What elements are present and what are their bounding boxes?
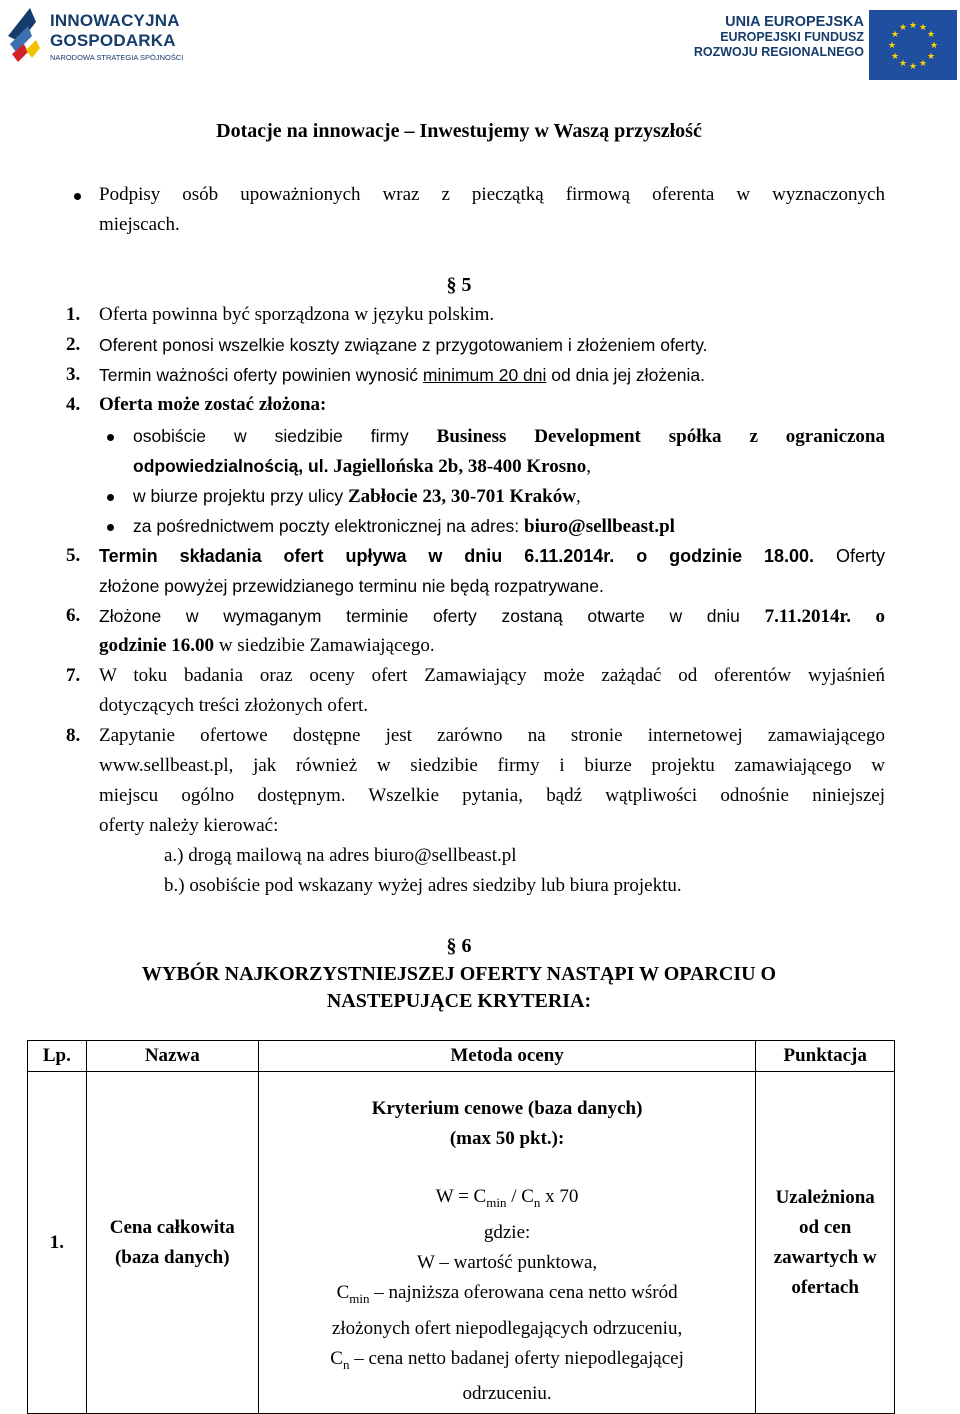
sub3 — [133, 511, 675, 542]
item7-number: 7. — [66, 665, 81, 686]
svg-text:★: ★ — [926, 30, 936, 40]
document-title: Dotacje na innowacje – Inwestujemy w Waszą przyszłość — [216, 120, 702, 142]
item6-line1 — [99, 601, 885, 632]
item8-number: 8. — [66, 725, 81, 746]
points-line1: Uzależniona — [775, 1186, 875, 1208]
item8-option-b: b.) osobiście pod wskazany wyżej adres siedziby lub biura projektu. — [164, 875, 682, 896]
sub1-e: , — [586, 456, 591, 477]
formula-n: n — [533, 1194, 541, 1210]
method-cmin-def — [259, 1278, 756, 1314]
row-name-line1: Cena całkowita — [109, 1216, 235, 1238]
points-line4: ofertach — [791, 1276, 859, 1298]
row-method — [258, 1072, 756, 1414]
sub2-address: Zabłocie 23, 30-701 Kraków — [347, 486, 576, 507]
sub2 — [133, 481, 581, 512]
formula-w: W = C — [435, 1186, 487, 1207]
item4-text: Oferta może zostać złożona: — [99, 394, 327, 415]
cn-sub: n — [342, 1356, 350, 1372]
item3-text-b: od dnia jej złożenia. — [546, 365, 705, 385]
formula-min: min — [486, 1194, 507, 1210]
bullet-dot — [74, 193, 81, 200]
sub2-c: , — [575, 486, 581, 507]
item7-line1: W toku badania oraz oceny ofert Zamawiający może zażądać od oferentów wyjaśnień — [99, 665, 885, 686]
bullet-dot — [107, 524, 114, 531]
item1-text: Oferta powinna być sporządzona w języku polskim. — [99, 304, 495, 325]
logo-left-line1: INNOWACYJNA — [50, 11, 180, 30]
eu-flag-icon — [869, 10, 957, 80]
item3-text — [99, 360, 705, 390]
points-line3: zawartych w — [773, 1246, 877, 1268]
item6-c: godzinie 16.00 — [99, 635, 215, 656]
item7-line2: dotyczących treści złożonych ofert. — [99, 695, 369, 716]
sub3-a: za pośrednictwem poczty elektronicznej na adres: — [133, 516, 525, 536]
innowacyjna-gospodarka-logo — [6, 6, 186, 66]
points-line2: od cen — [799, 1216, 852, 1238]
item2-text: Oferent ponosi wszelkie koszty związane z przygotowaniem i złożeniem oferty. — [99, 335, 708, 355]
header-lp: Lp. — [28, 1041, 87, 1072]
cn-c: C — [330, 1347, 343, 1369]
item6-b: 7.11.2014r. o — [764, 606, 886, 627]
bullet-dot — [107, 434, 114, 441]
sub1-line2 — [133, 451, 591, 482]
row-name — [86, 1072, 258, 1414]
item5-line1 — [99, 541, 885, 572]
item3-number: 3. — [66, 364, 81, 385]
sub2-a: w biurze projektu przy ulicy — [133, 486, 348, 506]
eu-logo-text — [694, 14, 864, 60]
method-title-2: (max 50 pkt.): — [449, 1128, 565, 1149]
item8-line3: miejscu ogólno dostępnym. Wszelkie pytania, bądź wątpliwości odnośnie niniejszej — [99, 785, 885, 806]
item3-text-underlined: minimum 20 dni — [422, 365, 547, 385]
sub1-address: Jagiellońska 2b, 38-400 Krosno — [328, 456, 587, 477]
sub3-email: biuro@sellbeast.pl — [524, 516, 675, 537]
item2-number: 2. — [66, 334, 81, 355]
logo-left-line3: NARODOWA STRATEGIA SPÓJNOŚCI — [50, 53, 184, 62]
top-bullet-line1: Podpisy osób upoważnionych wraz z pieczątką firmową oferenta w wyznaczonych — [99, 184, 885, 205]
item8-line4: oferty należy kierować: — [99, 815, 279, 836]
method-formula — [259, 1182, 756, 1218]
svg-text:★: ★ — [918, 23, 928, 33]
cn-def: – cena netto badanej oferty niepodlegającej — [349, 1347, 684, 1369]
header-name: Nazwa — [86, 1041, 258, 1072]
cmin-def: – najniższa oferowana cena netto wśród — [369, 1281, 678, 1303]
item8-line2: www.sellbeast.pl, jak również w siedzibie firmy i biurze projektu zamawiającego w — [99, 755, 885, 776]
logo-left-line2: GOSPODARKA — [50, 31, 176, 50]
item6-line2 — [99, 631, 435, 661]
method-gdzie: gdzie: — [483, 1221, 531, 1243]
item4-number: 4. — [66, 394, 81, 415]
item6-d: w siedzibie Zamawiającego. — [214, 635, 435, 656]
header-points: Punktacja — [756, 1041, 895, 1072]
svg-text:★: ★ — [929, 41, 939, 51]
svg-text:★: ★ — [908, 21, 918, 31]
table-header-row — [28, 1041, 895, 1072]
svg-text:★: ★ — [898, 23, 908, 33]
svg-text:★: ★ — [918, 59, 928, 69]
sub1-c: odpowiedzialnością, ul. — [133, 456, 329, 476]
item5-number: 5. — [66, 545, 81, 566]
item1-number: 1. — [66, 304, 81, 325]
item3-text-a: Termin ważności oferty powinien wynosić — [99, 365, 423, 385]
item5-rest: Oferty — [814, 546, 885, 566]
svg-text:★: ★ — [926, 52, 936, 62]
method-title-1: Kryterium cenowe (baza danych) — [371, 1098, 643, 1119]
ig-emblem-icon — [6, 6, 46, 64]
formula-mid: / C — [506, 1186, 534, 1207]
sub1-line1 — [133, 421, 885, 452]
cmin-sub: min — [349, 1290, 370, 1306]
row-name-line2: (baza danych) — [114, 1246, 230, 1268]
item5-line2: złożone powyżej przewidzianego terminu nie będą rozpatrywane. — [99, 576, 604, 596]
method-cn-def — [259, 1344, 756, 1380]
section6-line1: WYBÓR NAJKORZYSTNIEJSZEJ OFERTY NASTĄPI W OPARCIU O — [141, 963, 777, 985]
svg-text:★: ★ — [890, 52, 900, 62]
row-points — [756, 1072, 895, 1414]
item5-bold: Termin składania ofert upływa w dniu 6.11.2014r. o godzinie 18.00. — [99, 546, 815, 566]
header-method: Metoda oceny — [258, 1041, 756, 1072]
eu-logo-line1: UNIA EUROPEJSKA — [725, 14, 864, 30]
item6-a: Złożone w wymaganym terminie oferty zostaną otwarte w dniu — [99, 606, 765, 626]
eu-logo-line2: EUROPEJSKI FUNDUSZ — [720, 30, 864, 44]
sub1-a: osobiście w siedzibie firmy — [133, 426, 437, 446]
svg-text:★: ★ — [887, 41, 897, 51]
cmin-c: C — [336, 1281, 350, 1303]
table-row — [28, 1072, 895, 1414]
method-cmin-def2: złożonych ofert niepodlegających odrzuceniu, — [331, 1317, 683, 1339]
row-lp: 1. — [28, 1072, 87, 1414]
item6-number: 6. — [66, 605, 81, 626]
section6-line2: NASTEPUJĄCE KRYTERIA: — [326, 990, 592, 1012]
svg-text:★: ★ — [890, 30, 900, 40]
svg-text:★: ★ — [908, 62, 918, 72]
item8-line1: Zapytanie ofertowe dostępne jest zarówno na stronie internetowej zamawiającego — [99, 725, 885, 746]
bullet-dot — [107, 494, 114, 501]
criteria-table — [27, 1040, 895, 1414]
section5-heading: § 5 — [446, 274, 472, 296]
formula-end: x 70 — [540, 1186, 579, 1207]
top-bullet-line2: miejscach. — [99, 214, 180, 235]
svg-text:★: ★ — [898, 59, 908, 69]
method-w-def: W – wartość punktowa, — [417, 1251, 598, 1273]
eu-logo — [693, 10, 960, 82]
item8-option-a: a.) drogą mailową na adres biuro@sellbeast.pl — [164, 845, 517, 866]
section6-heading: § 6 — [446, 935, 472, 957]
sub1-company: Business Development spółka z ograniczona — [436, 426, 885, 447]
eu-logo-line3: ROZWOJU REGIONALNEGO — [693, 45, 864, 59]
method-cn-def2: odrzuceniu. — [462, 1383, 552, 1405]
